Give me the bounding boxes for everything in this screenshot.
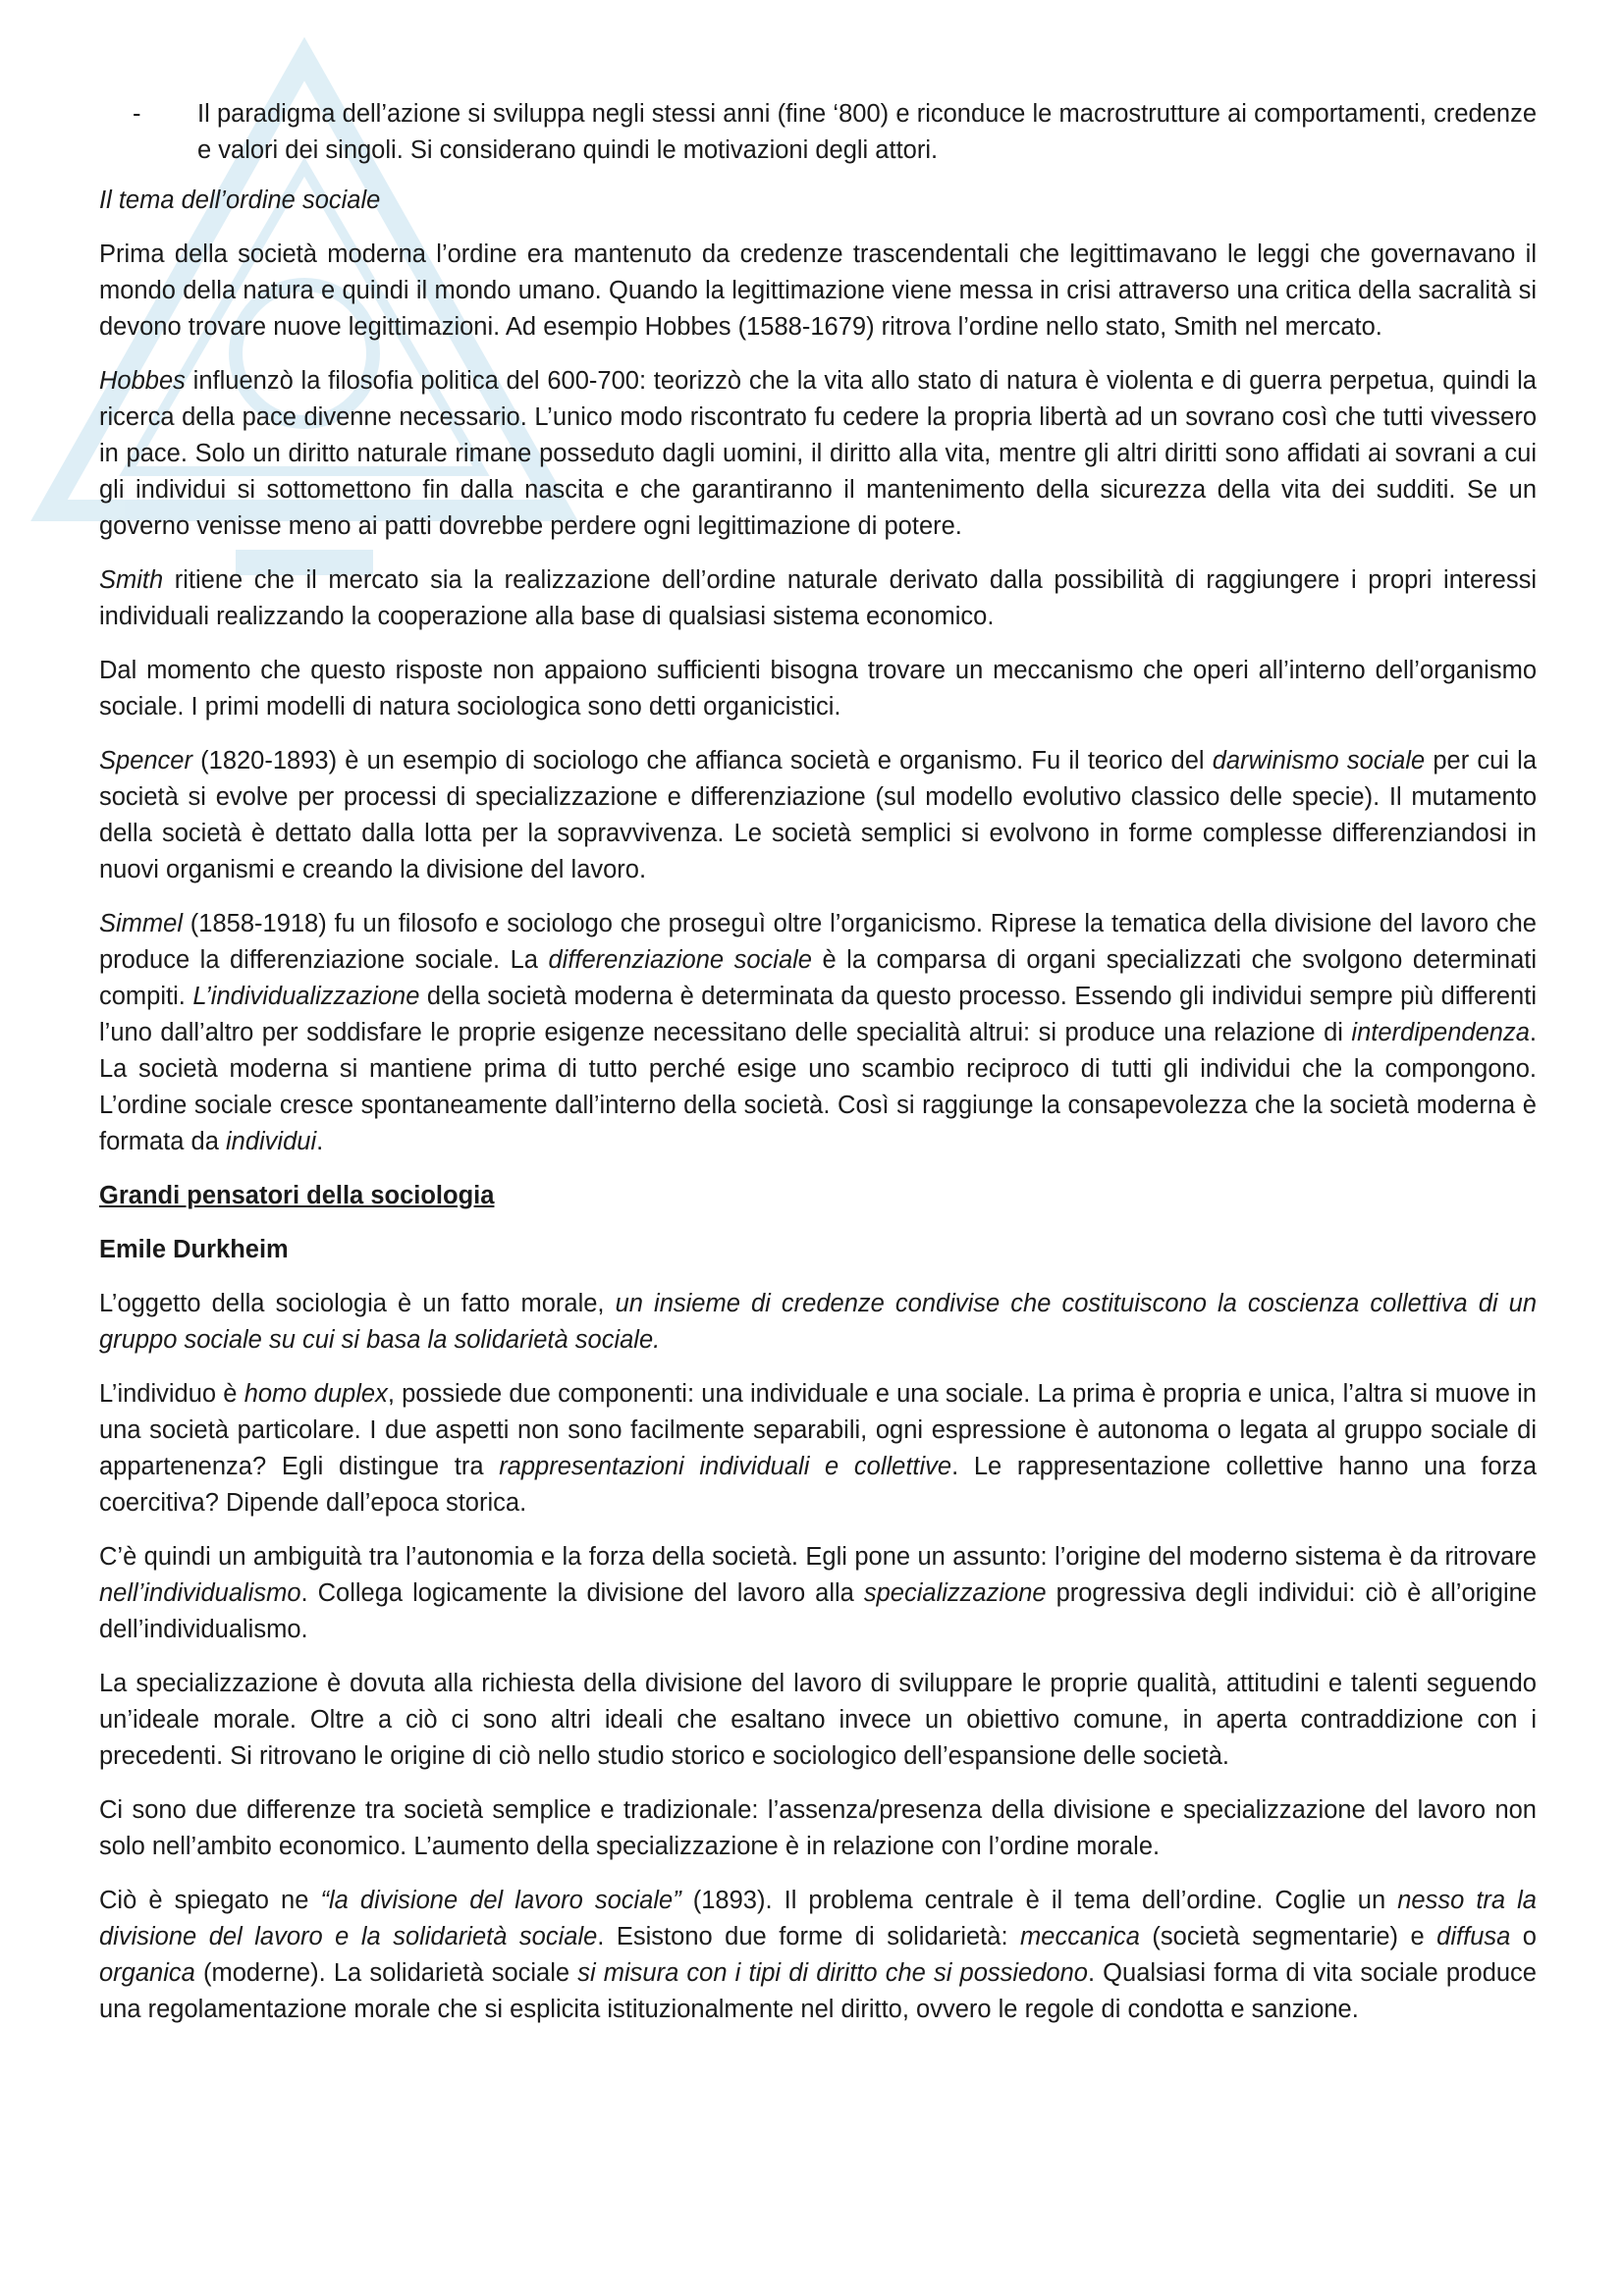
text-span: C’è quindi un ambiguità tra l’autonomia e la forza della società. Egli pone un assunto: l’origine del moderno sistema è da ritrovare	[99, 1543, 1537, 1571]
text-span: . La società moderna si mantiene prima di tutto perché esige uno scambio reciproco di tutti gli individui che la compongono. L’ordine sociale cresce spontaneamente dall’interno della società. Così si raggiunge la consapevolezza che la società moderna è formata da	[99, 1019, 1537, 1155]
paragraph-prima-della-societa: Prima della società moderna l’ordine era mantenuto da credenze trascendentali che legittimavano le leggi che governavano il mondo della natura e quindi il mondo umano. Quando la legittimazione viene messa in crisi attraverso una critica della sacralità si devono trovare nuove legittimazioni. Ad esempio Hobbes (1588-1679) ritrova l’ordine nello stato, Smith nel mercato.	[99, 240, 1537, 341]
italic-term: homo duplex	[244, 1380, 388, 1408]
italic-term: si misura con i tipi di diritto che si possiedono	[577, 1959, 1088, 1987]
bullet-item	[99, 96, 1537, 169]
paragraph-ambiguita	[99, 1539, 1537, 1648]
italic-term: nell’individualismo	[99, 1579, 301, 1607]
text-span: (società segmentarie) e	[1139, 1923, 1437, 1950]
paragraph-differenze: Ci sono due differenze tra società semplice e tradizionale: l’assenza/presenza della divisione e specializzazione del lavoro non solo nell’ambito economico. L’aumento della specializzazione è in relazione con l’ordine morale.	[99, 1796, 1537, 1860]
name-spencer: Spencer	[99, 747, 192, 774]
name-smith: Smith	[99, 566, 164, 594]
italic-term: diffusa	[1436, 1923, 1511, 1950]
text-span: . Qualsiasi forma di vita sociale produce una regolamentazione morale che si esplicita istituzionalmente nel diritto, ovvero le regole di condotta e sanzione.	[99, 1959, 1537, 2023]
italic-term: darwinismo sociale	[1212, 747, 1426, 774]
text-span: (1893). Il problema centrale è il tema dell’ordine. Coglie un	[680, 1887, 1398, 1914]
italic-term: differenziazione sociale	[548, 946, 812, 974]
document-page	[99, 96, 1537, 2046]
text-span: . Collega logicamente la divisione del lavoro alla	[300, 1579, 864, 1607]
text-span: .	[316, 1128, 324, 1155]
italic-term: un insieme di credenze condivise che costituiscono la coscienza collettiva di un gruppo sociale su cui si basa la solidarietà sociale.	[99, 1290, 1537, 1354]
section-heading-durkheim: Emile Durkheim	[99, 1236, 289, 1263]
italic-term: organica	[99, 1959, 195, 1987]
italic-term: L’individualizzazione	[192, 983, 420, 1010]
paragraph-specializzazione: La specializzazione è dovuta alla richiesta della divisione del lavoro di sviluppare le proprie qualità, attitudini e talenti seguendo un’ideale morale. Oltre a ciò ci sono altri ideali che esaltano invece un obiettivo comune, in aperta contraddizione con i precedenti. Si ritrovano le origine di ciò nello studio storico e sociologico dell’espansione delle società.	[99, 1670, 1537, 1770]
text-span: L’oggetto della sociologia è un fatto morale,	[99, 1290, 616, 1317]
text-span: è la comparsa di organi specializzati che svolgono determinati compiti.	[99, 946, 1538, 1010]
text-span: o	[1510, 1923, 1537, 1950]
italic-term: interdipendenza	[1351, 1019, 1530, 1046]
paragraph-homo-duplex	[99, 1376, 1537, 1522]
text-span: influenzò la filosofia politica del 600-700: teorizzò che la vita allo stato di natura è violenta e di guerra perpetua, quindi la ricerca della pace divenne necessario. L’unico modo riscontrato fu cedere la propria libertà ad un sovrano così che tutti vivessero in pace. Solo un diritto naturale rimane posseduto dagli uomini, il diritto alla vita, mentre gli altri diritti sono affidati ai sovrani a cui gli individui si sottomettono fin dalla nascita e che garantiranno il mantenimento della sicurezza della vita dei sudditi. Se un governo venisse meno ai patti dovrebbe perdere ogni legittimazione di potere.	[99, 367, 1537, 540]
text-span: della società moderna è determinata da questo processo. Essendo gli individui sempre più differenti l’uno dall’altro per soddisfare le proprie esigenze necessitano delle specialità altrui: si produce una relazione di	[99, 983, 1537, 1046]
italic-term: nesso tra la divisione del lavoro e la solidarietà sociale	[99, 1887, 1537, 1950]
bullet-text: Il paradigma dell’azione si sviluppa negli stessi anni (fine ‘800) e riconduce le macrostrutture ai comportamenti, credenze e valori dei singoli. Si considerano quindi le motivazioni degli attori.	[197, 100, 1537, 164]
text-span: . Esistono due forme di solidarietà:	[597, 1923, 1021, 1950]
paragraph-spencer	[99, 743, 1537, 888]
paragraph-divisione-lavoro	[99, 1883, 1537, 2028]
text-span: (1858-1918) fu un filosofo e sociologo che proseguì oltre l’organicismo. Riprese la tematica della divisione del lavoro che produce la differenziazione sociale. La	[99, 910, 1537, 974]
italic-term: specializzazione	[863, 1579, 1047, 1607]
text-span: L’individuo è	[99, 1380, 244, 1408]
paragraph-organicistici: Dal momento che questo risposte non appaiono sufficienti bisogna trovare un meccanismo che operi all’interno dell’organismo sociale. I primi modelli di natura sociologica sono detti organicistici.	[99, 657, 1537, 721]
text-span: , possiede due componenti: una individuale e una sociale. La prima è propria e unica, l’altra si muove in una società particolare. I due aspetti non sono facilmente separabili, ogni espressione è autonoma o legata al gruppo sociale di appartenenza? Egli distingue tra	[99, 1380, 1537, 1480]
name-simmel: Simmel	[99, 910, 184, 937]
text-span: per cui la società si evolve per processi di specializzazione e differenziazione (sul modello evolutivo classico delle specie). Il mutamento della società è dettato dalla lotta per la sopravvivenza. Le società semplici si evolvono in forme complesse differenziandosi in nuovi organismi e creando la divisione del lavoro.	[99, 747, 1537, 883]
text-span: (moderne). La solidarietà sociale	[194, 1959, 578, 1987]
italic-term: “la divisione del lavoro sociale”	[320, 1887, 681, 1914]
paragraph-hobbes	[99, 363, 1537, 545]
text-span: Ciò è spiegato ne	[99, 1887, 321, 1914]
section-heading-ordine-sociale: Il tema dell’ordine sociale	[99, 187, 381, 214]
italic-term: individui	[225, 1128, 317, 1155]
paragraph-durkheim-oggetto	[99, 1286, 1537, 1359]
text-span: (1820-1893) è un esempio di sociologo che affianca società e organismo. Fu il teorico del	[191, 747, 1213, 774]
text-span: ritiene che il mercato sia la realizzazione dell’ordine naturale derivato dalla possibilità di raggiungere i propri interessi individuali realizzando la cooperazione alla base di qualsiasi sistema economico.	[99, 566, 1537, 630]
text-span: . Le rappresentazione collettive hanno una forza coercitiva? Dipende dall’epoca storica.	[99, 1453, 1538, 1517]
paragraph-simmel	[99, 906, 1537, 1160]
italic-term: rappresentazioni individuali e collettive	[499, 1453, 952, 1480]
bullet-dash: -	[133, 100, 141, 128]
section-heading-grandi-pensatori: Grandi pensatori della sociologia	[99, 1182, 495, 1209]
name-hobbes: Hobbes	[99, 367, 186, 395]
text-span: progressiva degli individui: ciò è all’origine dell’individualismo.	[99, 1579, 1537, 1643]
paragraph-smith	[99, 562, 1537, 635]
italic-term: meccanica	[1020, 1923, 1140, 1950]
